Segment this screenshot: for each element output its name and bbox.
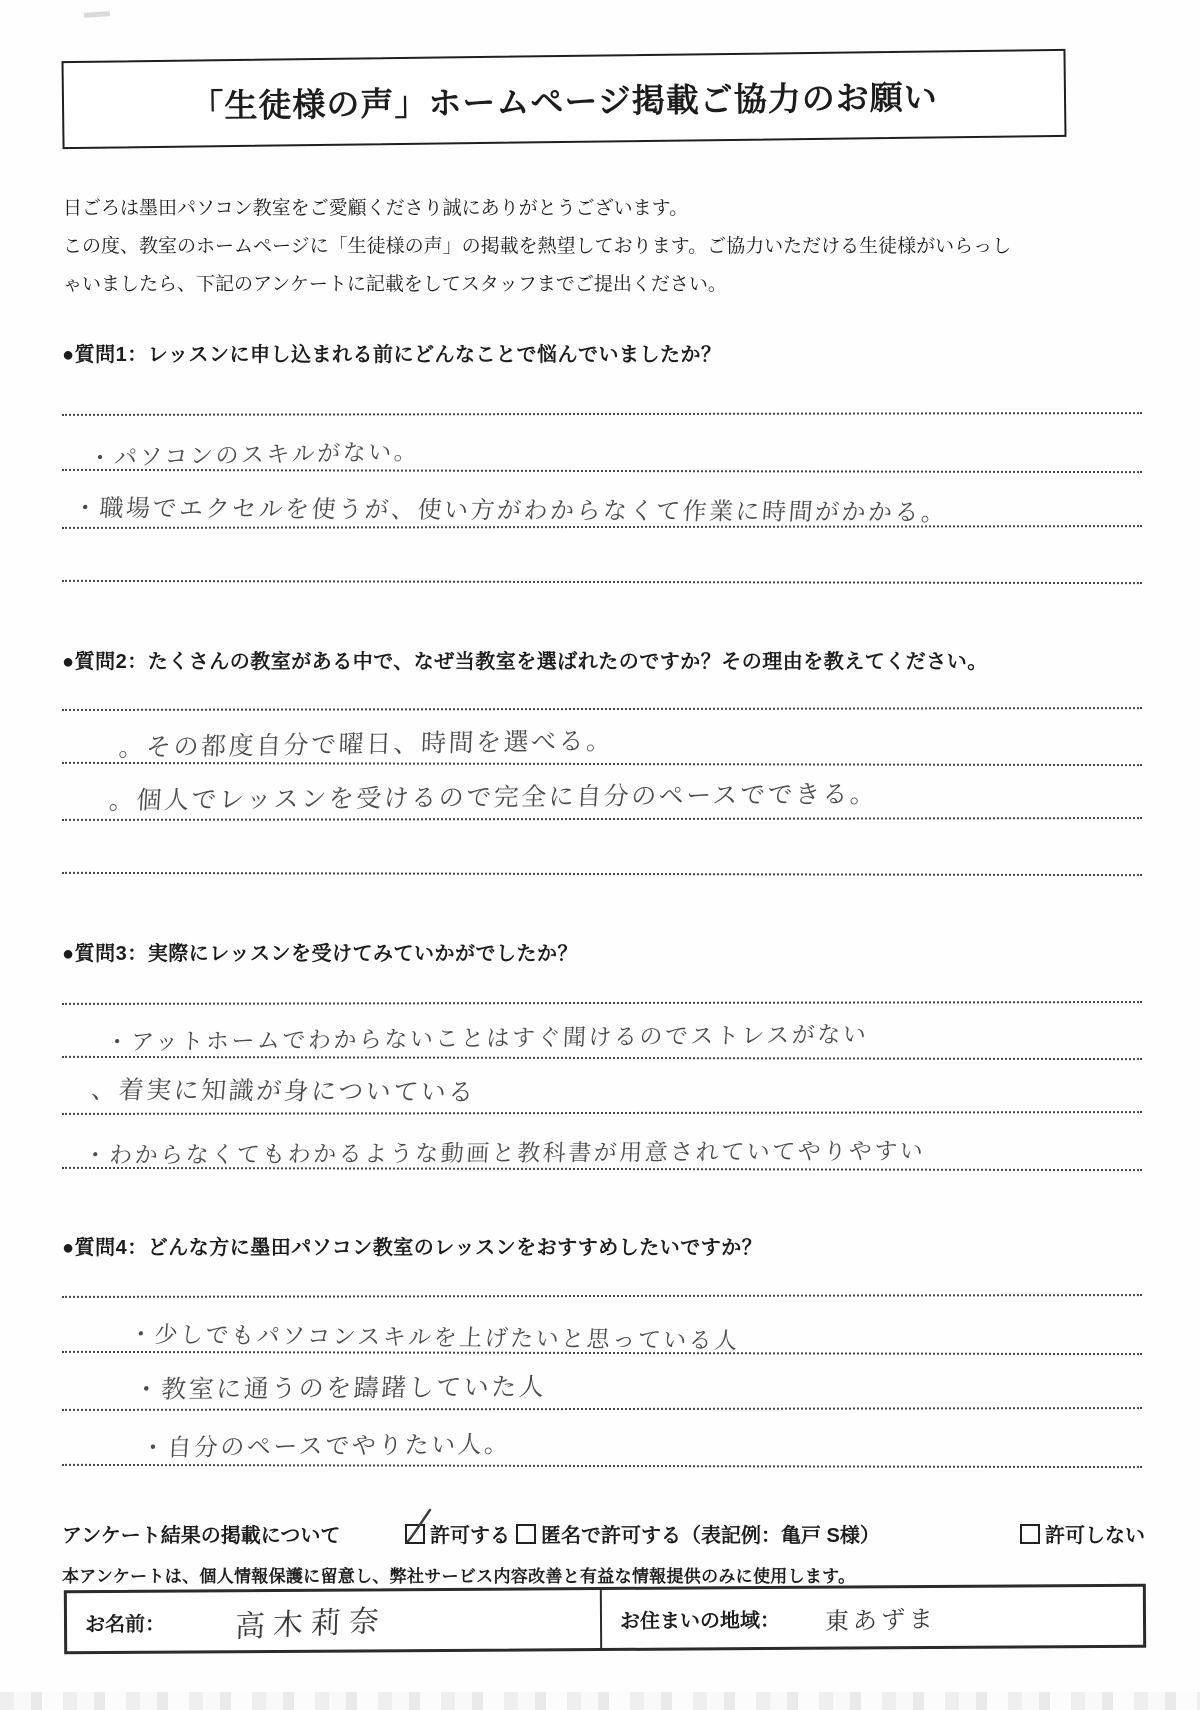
publication-consent-label: アンケート結果の掲載について bbox=[62, 1525, 341, 1547]
intro-line: ゃいましたら、下記のアンケートに記載をしてスタッフまでご提出ください。 bbox=[63, 274, 727, 295]
form-title-box bbox=[61, 49, 1066, 149]
name-label: お名前： bbox=[84, 1613, 166, 1636]
privacy-note: 本アンケートは、個人情報保護に留意し、弊社サービス内容改善と有益な情報提供のみに使用します。 bbox=[62, 1567, 856, 1586]
scan-artifact-strip bbox=[0, 1692, 1200, 1710]
answer-ruled-line bbox=[62, 707, 1142, 711]
consent-option-anonymous bbox=[516, 1519, 880, 1548]
answer-ruled-line bbox=[62, 1111, 1142, 1115]
answer-ruled-line bbox=[62, 1001, 1142, 1005]
handwritten-answer-q3-1: ・アットホームでわからないことはすぐ聞けるのでストレスがない bbox=[105, 1021, 869, 1056]
answer-ruled-line bbox=[62, 872, 1142, 876]
region-label: お住まいの地域： bbox=[619, 1609, 781, 1633]
name-cell bbox=[67, 1590, 602, 1651]
intro-line: この度、教室のホームページに「生徒様の声」の掲載を熱望しております。ご協力いただける生徒様がいらっし bbox=[63, 236, 1012, 257]
question-2-heading: ●質問2：たくさんの教室がある中で、なぜ当教室を選ばれたのですか？その理由を教えてください。 bbox=[62, 651, 988, 673]
answer-ruled-line bbox=[62, 1407, 1142, 1411]
permit-checkbox bbox=[405, 1524, 425, 1544]
anonymous-checkbox bbox=[516, 1524, 536, 1544]
answer-ruled-line bbox=[62, 1464, 1142, 1468]
consent-option-deny-label: 許可しない bbox=[1045, 1525, 1145, 1547]
answer-ruled-line bbox=[62, 580, 1142, 584]
scan-corner-artifact bbox=[84, 11, 110, 18]
consent-option-permit bbox=[405, 1519, 510, 1548]
consent-option-permit-label: 許可する bbox=[430, 1525, 510, 1547]
answer-ruled-line bbox=[62, 412, 1142, 416]
consent-option-anonymous-label: 匿名で許可する（表記例：亀戸 S様） bbox=[541, 1525, 880, 1547]
respondent-info-table bbox=[64, 1584, 1146, 1655]
intro-line: 日ごろは墨田パソコン教室をご愛顧くださり誠にありがとうございます。 bbox=[63, 198, 689, 219]
handwritten-answer-q4-3: ・自分のペースでやりたい人。 bbox=[140, 1430, 512, 1462]
answer-ruled-line bbox=[62, 817, 1142, 821]
intro-paragraph bbox=[63, 190, 1073, 304]
question-3-heading: ●質問3：実際にレッスンを受けてみていかがでしたか？ bbox=[62, 943, 579, 965]
deny-checkbox bbox=[1020, 1524, 1040, 1544]
answer-ruled-line bbox=[62, 1056, 1142, 1060]
form-title: 「生徒様の声」ホームページ掲載ご協力のお願い bbox=[190, 77, 938, 125]
handwritten-answer-q3-2: 、着実に知識が身についている bbox=[90, 1075, 477, 1107]
answer-ruled-line bbox=[62, 1294, 1142, 1298]
question-4-heading: ●質問4：どんな方に墨田パソコン教室のレッスンをおすすめしたいですか？ bbox=[62, 1237, 763, 1259]
question-1-heading: ●質問1：レッスンに申し込まれる前にどんなことで悩んでいましたか？ bbox=[62, 344, 722, 366]
region-cell bbox=[602, 1587, 1143, 1648]
handwritten-answer-q4-1: ・少しでもパソコンスキルを上げたいと思っている人 bbox=[128, 1322, 741, 1355]
handwritten-answer-q3-3: ・わからなくてもわかるような動画と教科書が用意されていてやりやすい bbox=[83, 1138, 926, 1169]
handwritten-answer-q4-2: ・教室に通うのを躊躇していた人 bbox=[133, 1372, 547, 1404]
handwritten-answer-q1-2: ・職場でエクセルを使うが、使い方がわからなくて作業に時間がかかる。 bbox=[72, 494, 949, 527]
handwritten-answer-q2-2: 。個人でレッスンを受けるので完全に自分のペースでできる。 bbox=[108, 779, 879, 815]
handwritten-answer-q2-1: 。その都度自分で曜日、時間を選べる。 bbox=[118, 726, 615, 762]
region-value-handwritten: 東あずま bbox=[824, 1604, 938, 1636]
consent-option-deny bbox=[1020, 1519, 1145, 1548]
name-value-handwritten: 高木莉奈 bbox=[234, 1603, 388, 1645]
handwritten-check-mark bbox=[404, 1508, 434, 1546]
handwritten-answer-q1-1: ・パソコンのスキルがない。 bbox=[88, 439, 420, 472]
